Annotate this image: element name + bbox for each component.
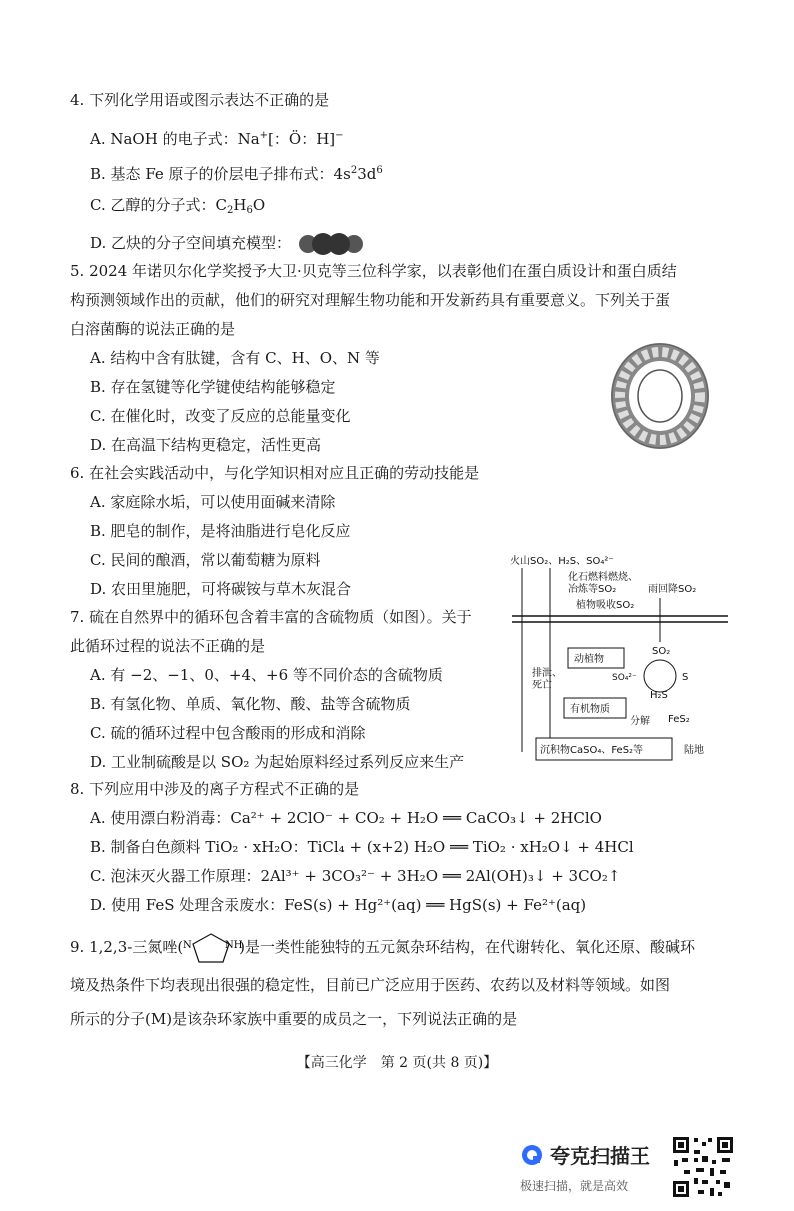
label-fossil-2: 冶炼等SO₂ <box>568 584 617 595</box>
quark-logo-icon <box>520 1143 544 1167</box>
q8-option-b: B. 制备白色颜料 TiO₂ · xH₂O：TiCl₄ + (x+2) H₂O ══ TiO₂ · xH₂O↓ + 4HCl <box>90 838 634 856</box>
label-organic: 有机物质 <box>570 704 610 715</box>
q6-option-d: D. 农田里施肥，可将碳铵与草木灰混合 <box>90 580 352 598</box>
label-land: 陆地 <box>684 745 704 756</box>
q8-option-a: A. 使用漂白粉消毒：Ca²⁺ + 2ClO⁻ + CO₂ + H₂O ══ CaCO₃↓ + 2HClO <box>90 809 602 827</box>
q4-option-a: A. NaOH 的电子式：Na+[：Ö：H]− <box>90 130 344 148</box>
q7-option-a: A. 有 −2、−1、0、+4、+6 等不同价态的含硫物质 <box>90 666 443 684</box>
label-fossil-1: 化石燃料燃烧、 <box>568 572 638 583</box>
label-excrete-2: 死亡 <box>532 680 552 691</box>
lysozyme-protein-image <box>612 340 708 450</box>
q7-option-b: B. 有氢化物、单质、氧化物、酸、盐等含硫物质 <box>90 695 411 713</box>
question-4 <box>70 86 730 258</box>
question-5: 5. 2024 年诺贝尔化学奖授予大卫·贝克等三位科学家，以表彰他们在蛋白质设计和蛋白质结 构预测领域作出的贡献，他们的研究对理解生物功能和开发新药具有重要意义。下列关于蛋 白溶菌酶的说法正确的是 A. 结构中含有肽键，含有 C、H、O、N 等 B. 存在氢键等化学键使结构能够稳定 C. 在催化时，改变了反应的总能量变化 D. 在高温下结构更稳定，活性更高 <box>70 257 750 460</box>
label-so2: SO₂ <box>652 646 671 657</box>
acetylene-model-icon <box>296 232 366 256</box>
label-animal: 动植物 <box>574 654 604 665</box>
q8-option-c: C. 泡沫灭火器工作原理：2Al³⁺ + 3CO₃²⁻ + 3H₂O ══ 2Al(OH)₃↓ + 3CO₂↑ <box>90 867 621 885</box>
question-7: 7. 硫在自然界中的循环包含着丰富的含硫物质（如图）。关于 此循环过程的说法不正确的是 A. 有 −2、−1、0、+4、+6 等不同价态的含硫物质 B. 有氢化物、单质、氧化物、酸、盐等含硫物质 C. 硫的循环过程中包含酸雨的形成和消除 D. 工业制硫酸是以 SO₂ 为起始原料经过系列反应来生产 <box>70 603 510 777</box>
question-8: 8. 下列应用中涉及的离子方程式不正确的是 A. 使用漂白粉消毒：Ca²⁺ + 2ClO⁻ + CO₂ + H₂O ══ CaCO₃↓ + 2HClO B. 制备白色颜料 TiO₂ · xH₂O：TiCl₄ + (x+2) H₂O ══ TiO₂ · xH₂O↓ + 4HCl C. 泡沫灭火器工作原理：2Al³⁺ + 3CO₃²⁻ + 3H₂O ══ 2Al(OH)₃↓ + 3CO₂↑ D. 使用 FeS 处理含汞废水：FeS(s) + Hg²⁺(aq) ══ HgS(s) + Fe²⁺(aq) <box>70 775 730 920</box>
q5-option-a: A. 结构中含有肽键，含有 C、H、O、N 等 <box>90 349 380 367</box>
q4-stem: 4. 下列化学用语或图示表达不正确的是 <box>70 91 330 109</box>
label-excrete-1: 排泄、 <box>532 668 562 679</box>
q6-option-c: C. 民间的酿酒，常以葡萄糖为原料 <box>90 551 321 569</box>
label-decompose: 分解 <box>630 716 650 727</box>
label-fes2: FeS₂ <box>668 714 690 725</box>
page-footer: 【高三化学 第 2 页(共 8 页)】 <box>296 1055 498 1071</box>
q6-option-a: A. 家庭除水垢，可以使用面碱来清除 <box>90 493 336 511</box>
label-plant: 植物吸收SO₂ <box>576 600 635 611</box>
q5-option-b: B. 存在氢键等化学键使结构能够稳定 <box>90 378 336 396</box>
q4-option-b: B. 基态 Fe 原子的价层电子排布式：$4s^23d^6$ <box>90 165 383 183</box>
q7-option-d: D. 工业制硫酸是以 SO₂ 为起始原料经过系列反应来生产 <box>90 753 465 771</box>
label-so4: SO₄²⁻ <box>612 673 637 683</box>
brand-name: 夸克扫描王 <box>550 1144 650 1168</box>
svg-text:NH: NH <box>225 940 243 951</box>
triazole-ring-icon <box>183 928 243 968</box>
label-s: S <box>682 672 689 683</box>
scanner-brand <box>520 1140 670 1194</box>
q5-option-d: D. 在高温下结构更稳定，活性更高 <box>90 436 322 454</box>
label-volcano: 火山SO₂、H₂S、SO₄²⁻ <box>510 556 614 567</box>
q4-option-d: D. 乙炔的分子空间填充模型： <box>70 229 730 258</box>
label-sediment: 沉积物CaSO₄、FeS₂等 <box>540 745 644 756</box>
brand-slogan: 极速扫描，就是高效 <box>520 1179 629 1193</box>
q6-option-b: B. 肥皂的制作，是将油脂进行皂化反应 <box>90 522 351 540</box>
q8-option-d: D. 使用 FeS 处理含汞废水：FeS(s) + Hg²⁺(aq) ══ HgS(s) + Fe²⁺(aq) <box>90 896 587 914</box>
label-h2s: H₂S <box>650 690 668 701</box>
label-rain: 雨回降SO₂ <box>648 584 697 595</box>
sulfur-cycle-diagram <box>510 552 730 774</box>
q5-option-c: C. 在催化时，改变了反应的总能量变化 <box>90 407 351 425</box>
q7-option-c: C. 硫的循环过程中包含酸雨的形成和消除 <box>90 724 366 742</box>
svg-text:N: N <box>183 940 192 951</box>
q4-option-c: C. 乙醇的分子式：$C_2H_6O$ <box>90 196 266 216</box>
question-9: 9. 1,2,3-三氮唑( N NH )是一类性能独特的五元氮杂环结构，在代谢转化、氧化还原、酸碱环 境及热条件下均表现出很强的稳定性，目前已广泛应用于医药、农药以及材料等领域。如图 所示的分子(M)是该杂环家族中重要的成员之一，下列说法正确的是 <box>70 928 760 1036</box>
qr-code-icon <box>672 1136 734 1198</box>
question-6: 6. 在社会实践活动中，与化学知识相对应且正确的劳动技能是 A. 家庭除水垢，可以使用面碱来清除 B. 肥皂的制作，是将油脂进行皂化反应 C. 民间的酿酒，常以葡萄糖为原料 D. 农田里施肥，可将碳铵与草木灰混合 <box>70 459 730 604</box>
